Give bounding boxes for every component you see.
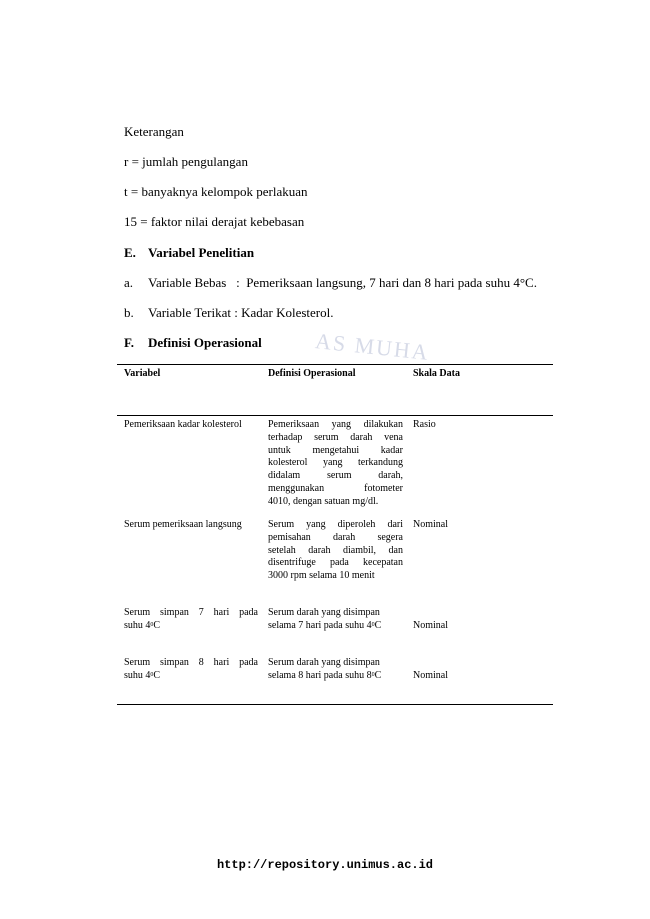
watermark: AS MUHA xyxy=(314,328,431,365)
row4-var-text: suhu 4 xyxy=(124,669,151,681)
row4-var-sup: 0 xyxy=(150,671,154,678)
row3-var-unit: C xyxy=(153,619,161,631)
row3-definisi xyxy=(268,607,381,633)
section-f-label: F. xyxy=(124,335,134,350)
row3-def-text: selama 7 hari pada suhu 4 xyxy=(268,619,372,631)
row4-var-unit: C xyxy=(153,669,161,681)
table-header-rule xyxy=(117,415,553,416)
section-f-title: Definisi Operasional xyxy=(148,335,262,350)
row3-variabel xyxy=(124,607,258,633)
row4-variabel xyxy=(124,657,258,683)
row1-skala: Rasio xyxy=(413,419,436,430)
row3-var-sup: 0 xyxy=(150,621,154,628)
section-e-title: Variabel Penelitian xyxy=(148,245,255,260)
section-f-heading xyxy=(124,335,262,351)
row4-var-line: Serum simpan 8 hari pada xyxy=(124,657,258,668)
table-top-rule xyxy=(117,364,553,365)
row1-def-line: Pemeriksaan yang dilakukan xyxy=(268,419,403,430)
item-a-label: a. xyxy=(124,275,134,290)
keterangan-text: Keterangan xyxy=(124,124,184,139)
section-e-label: E. xyxy=(124,245,136,260)
r-definition: r = jumlah pengulangan xyxy=(124,154,248,169)
row1-def-line: terhadap serum darah vena xyxy=(268,431,403,443)
section-e-heading xyxy=(124,245,254,261)
row4-def-text: selama 8 hari pada suhu 8 xyxy=(268,669,372,681)
row1-definisi xyxy=(268,419,403,509)
row1-def-line: 4010, dengan satuan mg/dl. xyxy=(268,495,379,507)
header-variabel: Variabel xyxy=(124,368,161,379)
row3-def-sup: 0 xyxy=(371,621,375,628)
row4-def-line xyxy=(268,670,381,683)
row2-def-line: 3000 rpm selama 10 menit xyxy=(268,570,375,582)
row4-def-line: Serum darah yang disimpan xyxy=(268,657,380,668)
row4-var-line xyxy=(124,670,258,683)
item-b xyxy=(124,305,333,321)
row4-def-sup: 0 xyxy=(371,671,375,678)
row2-variabel: Serum pemeriksaan langsung xyxy=(124,519,242,530)
t-definition: t = banyaknya kelompok perlakuan xyxy=(124,184,308,199)
row1-def-line: kolesterol yang terkandung xyxy=(268,457,403,469)
row2-def-line: disentrifuge pada kecepatan xyxy=(268,557,403,569)
row2-def-line: setelah darah diambil, dan xyxy=(268,544,403,556)
table-bottom-rule xyxy=(117,704,553,705)
row3-def-line xyxy=(268,620,381,633)
row2-def-line: Serum yang diperoleh dari xyxy=(268,519,403,530)
row2-def-line: pemisahan darah segera xyxy=(268,531,403,543)
row3-def-unit: C xyxy=(374,619,382,631)
row2-definisi xyxy=(268,519,403,583)
row3-var-line: Serum simpan 7 hari pada xyxy=(124,607,258,618)
row3-skala: Nominal xyxy=(413,620,448,631)
row1-def-line: untuk mengetahui kadar xyxy=(268,444,403,456)
row1-def-line: didalam serum darah, xyxy=(268,470,403,482)
item-b-text: Variable Terikat : Kadar Kolesterol. xyxy=(148,305,334,320)
repository-url: http://repository.unimus.ac.id xyxy=(216,858,434,872)
row3-def-line: Serum darah yang disimpan xyxy=(268,607,380,618)
item-a-text: Variable Bebas : Pemeriksaan langsung, 7 hari dan 8 hari pada suhu 4°C. xyxy=(148,275,537,290)
row3-var-line xyxy=(124,620,258,633)
header-skala: Skala Data xyxy=(413,368,460,379)
row1-variabel: Pemeriksaan kadar kolesterol xyxy=(124,419,242,430)
item-a xyxy=(124,275,537,291)
item-b-label: b. xyxy=(124,305,134,320)
row2-skala: Nominal xyxy=(413,519,448,530)
row4-def-unit: C xyxy=(374,669,382,681)
header-definisi: Definisi Operasional xyxy=(268,368,356,379)
row1-def-line: menggunakan fotometer xyxy=(268,482,403,494)
row4-skala: Nominal xyxy=(413,670,448,681)
row4-definisi xyxy=(268,657,381,683)
f-definition: 15 = faktor nilai derajat kebebasan xyxy=(124,214,305,229)
row3-var-text: suhu 4 xyxy=(124,619,151,631)
